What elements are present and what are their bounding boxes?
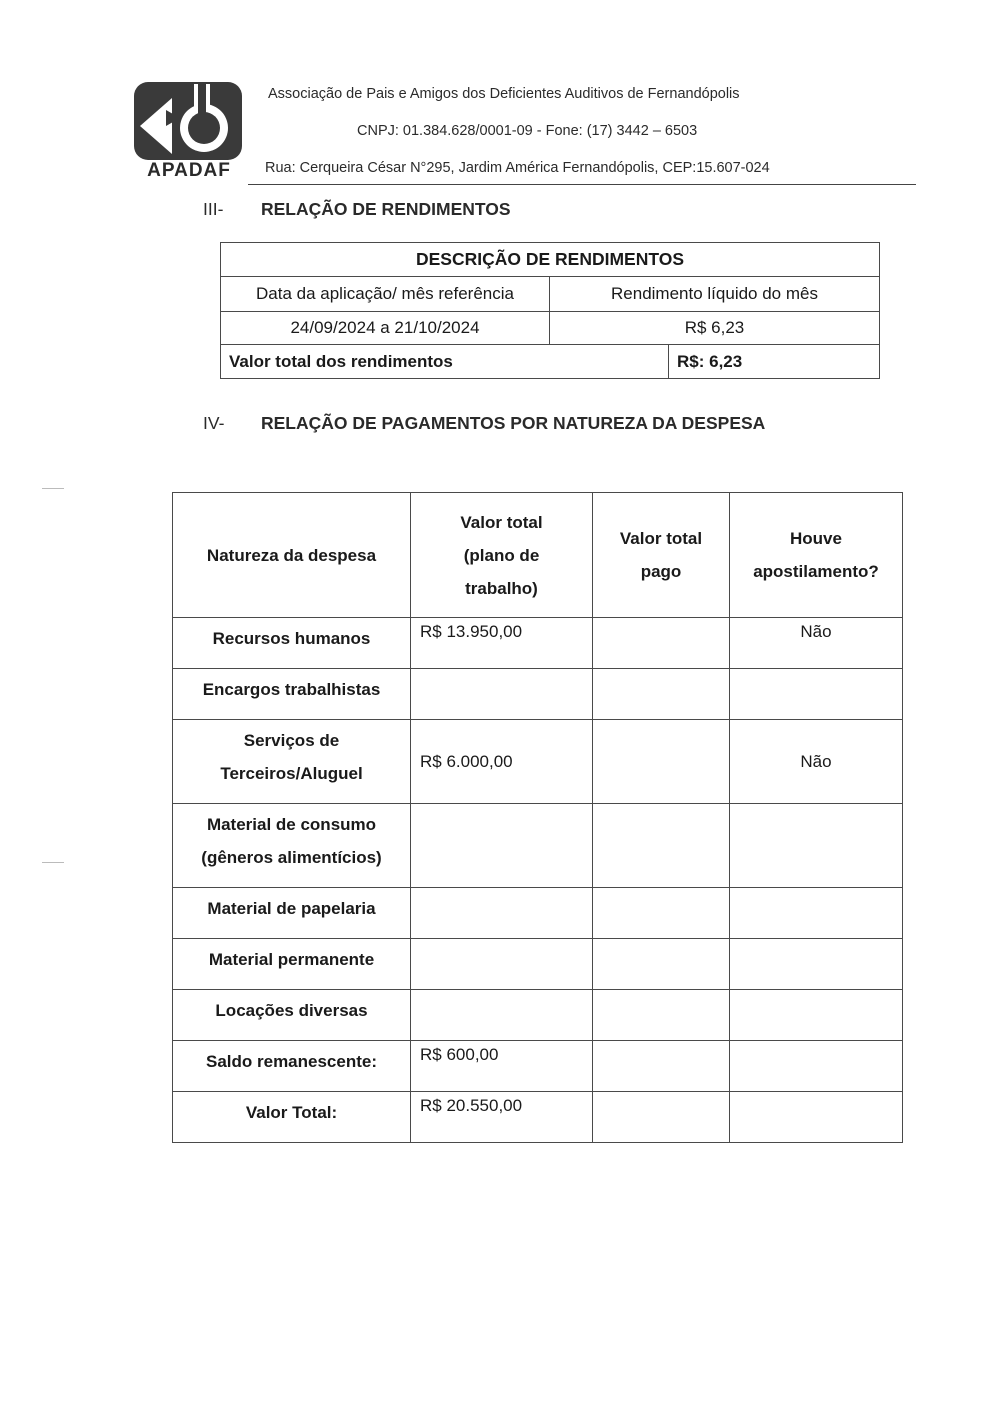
income-total-value: R$: 6,23 xyxy=(669,345,880,379)
header-paid-line2: pago xyxy=(640,562,682,581)
income-table xyxy=(220,242,880,379)
table-row xyxy=(173,1092,903,1143)
row-planned xyxy=(411,804,593,888)
table-row xyxy=(173,1041,903,1092)
income-amount: R$ 6,23 xyxy=(550,312,880,345)
row-paid xyxy=(593,888,730,939)
row-nature-line2: Terceiros/Aluguel xyxy=(220,764,363,783)
org-contact: CNPJ: 01.384.628/0001-09 - Fone: (17) 3442 – 6503 xyxy=(357,123,698,139)
row-paid xyxy=(593,939,730,990)
row-nature: Material de papelaria xyxy=(173,888,411,939)
table-row xyxy=(173,618,903,669)
section-3-number: III- xyxy=(203,199,224,219)
row-amendment: Não xyxy=(730,720,903,804)
section-4-heading xyxy=(203,413,765,434)
row-amendment xyxy=(730,804,903,888)
scan-punch-mark xyxy=(42,862,64,863)
section-4-title: RELAÇÃO DE PAGAMENTOS POR NATUREZA DA DESPESA xyxy=(261,413,766,433)
row-nature-line1: Material de consumo xyxy=(206,815,377,834)
row-amendment xyxy=(730,1041,903,1092)
org-address: Rua: Cerqueira César N°295, Jardim América Fernandópolis, CEP:15.607-024 xyxy=(265,160,770,176)
row-paid xyxy=(593,618,730,669)
header-planned-line3: trabalho) xyxy=(465,578,538,598)
row-nature xyxy=(173,804,411,888)
income-col-date-header: Data da aplicação/ mês referência xyxy=(221,277,550,312)
header-planned-line2: (plano de xyxy=(463,545,540,565)
table-row xyxy=(173,669,903,720)
row-planned: R$ 13.950,00 xyxy=(411,618,593,669)
row-paid xyxy=(593,804,730,888)
row-planned xyxy=(411,990,593,1041)
row-amendment xyxy=(730,939,903,990)
row-paid xyxy=(593,1041,730,1092)
section-3-heading xyxy=(203,199,511,220)
row-amendment xyxy=(730,669,903,720)
table-row xyxy=(173,990,903,1041)
header-amendment-line2: apostilamento? xyxy=(753,562,879,581)
row-planned xyxy=(411,888,593,939)
row-planned: R$ 20.550,00 xyxy=(411,1092,593,1143)
row-nature: Locações diversas xyxy=(173,990,411,1041)
row-nature: Saldo remanescente: xyxy=(173,1041,411,1092)
income-col-amount-header: Rendimento líquido do mês xyxy=(550,277,880,312)
table-row xyxy=(173,720,903,804)
org-name: Associação de Pais e Amigos dos Deficientes Auditivos de Fernandópolis xyxy=(268,86,740,102)
row-amendment xyxy=(730,1092,903,1143)
logo-text: APADAF xyxy=(147,160,231,181)
header-divider xyxy=(248,184,916,185)
row-planned: R$ 600,00 xyxy=(411,1041,593,1092)
header-paid-line1: Valor total xyxy=(619,529,703,548)
header-amendment-line1: Houve xyxy=(790,529,842,548)
row-amendment: Não xyxy=(730,618,903,669)
row-planned xyxy=(411,669,593,720)
row-paid xyxy=(593,720,730,804)
scan-punch-mark xyxy=(42,488,64,489)
expense-header-row xyxy=(173,493,903,618)
row-amendment xyxy=(730,990,903,1041)
row-nature: Recursos humanos xyxy=(173,618,411,669)
expense-table xyxy=(172,492,903,1143)
row-paid xyxy=(593,669,730,720)
row-nature: Encargos trabalhistas xyxy=(173,669,411,720)
table-row xyxy=(173,939,903,990)
row-planned: R$ 6.000,00 xyxy=(411,720,593,804)
table-row xyxy=(173,888,903,939)
row-nature-line1: Serviços de xyxy=(243,731,340,750)
section-3-title: RELAÇÃO DE RENDIMENTOS xyxy=(261,199,511,219)
income-total-label: Valor total dos rendimentos xyxy=(221,345,669,379)
table-row xyxy=(173,804,903,888)
header-amendment xyxy=(730,493,903,618)
income-period: 24/09/2024 a 21/10/2024 xyxy=(221,312,550,345)
row-nature: Material permanente xyxy=(173,939,411,990)
row-nature xyxy=(173,720,411,804)
row-paid xyxy=(593,1092,730,1143)
row-paid xyxy=(593,990,730,1041)
section-4-number: IV- xyxy=(203,413,225,433)
row-nature: Valor Total: xyxy=(173,1092,411,1143)
row-amendment xyxy=(730,888,903,939)
income-table-title: DESCRIÇÃO DE RENDIMENTOS xyxy=(221,243,880,277)
header-nature: Natureza da despesa xyxy=(173,493,411,618)
header-planned-line1: Valor total xyxy=(460,512,543,532)
row-planned xyxy=(411,939,593,990)
header-planned xyxy=(411,493,593,618)
row-nature-line2: (gêneros alimentícios) xyxy=(201,848,382,867)
header-paid xyxy=(593,493,730,618)
